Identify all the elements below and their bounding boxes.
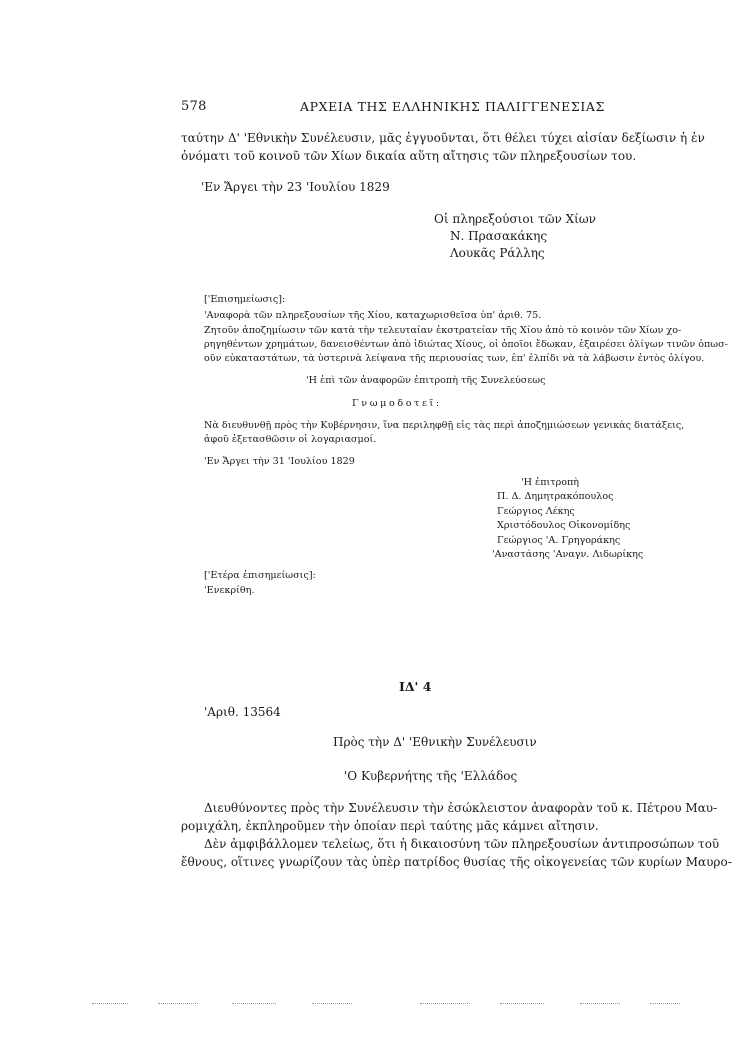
- page-number: 578: [181, 99, 207, 114]
- signatory-name: Λουκᾶς Ράλλης: [450, 246, 545, 260]
- opinion-line: Νὰ διευθυνθῇ πρὸς τὴν Κυβέρνησιν, ἵνα περιληφθῇ εἰς τὰς περὶ ἀποζημιώσεων γενικὰς διατάξεις,: [204, 420, 685, 431]
- notes-line: ρηγηθέντων χρημάτων, δανεισθέντων ἀπὸ ἰδιώτας Χίους, οἱ ὁποῖοι ἔδωκαν, ἐξαιρέσει ὀλίγων τινῶν ὁπωσ-: [204, 339, 728, 350]
- committee-line: 'Η ἐπὶ τῶν ἀναφορῶν ἐπιτροπὴ τῆς Συνελεύσεως: [306, 375, 546, 386]
- other-notes-text: 'Ενεκρίθη.: [204, 585, 255, 596]
- notes-line: 'Αναφορὰ τῶν πληρεξουσίων τῆς Χίου, καταχωρισθεῖσα ὑπ' ἀριθ. 75.: [204, 310, 542, 321]
- sender-line: 'Ο Κυβερνήτης τῆς 'Ελλάδος: [344, 769, 518, 783]
- paragraph-line: Δὲν ἀμφιβάλλομεν τελείως, ὅτι ἡ δικαιοσύνη τῶν πληρεξουσίων ἀντιπροσώπων τοῦ: [204, 837, 720, 851]
- scan-artifact: [158, 1003, 198, 1004]
- scan-artifact: [232, 1003, 276, 1004]
- notes-line: Ζητοῦν ἀποζημίωσιν τῶν κατὰ τὴν τελευταίαν ἐκστρατείαν τῆς Χίου ἀπὸ τὸ κοινὸν τῶν Χίων χο-: [204, 325, 682, 336]
- committee-title: 'Η ἐπιτροπὴ: [521, 477, 580, 488]
- addressee-line: Πρὸς τὴν Δ' 'Εθνικὴν Συνέλευσιν: [333, 735, 537, 749]
- committee-member: Γεώργιος Λέκης: [497, 506, 575, 517]
- committee-member: Π. Δ. Δημητρακόπουλος: [497, 491, 614, 502]
- scan-artifact: [500, 1003, 544, 1004]
- scan-artifact: [420, 1003, 470, 1004]
- committee-member: Γεώργιος 'Α. Γρηγοράκης: [497, 535, 621, 546]
- paragraph-line: ταύτην Δ' 'Εθνικὴν Συνέλευσιν, μᾶς ἐγγυοῦνται, ὅτι θέλει τύχει αἰσίαν δεξίωσιν ἡ ἐν: [181, 131, 705, 145]
- document-heading: ΙΔ' 4: [399, 679, 432, 694]
- paragraph-line: ρομιχάλη, ἐκπληροῦμεν τὴν ὁποίαν περὶ ταύτης μᾶς κάμνει αἴτησιν.: [181, 819, 599, 833]
- signatories-heading: Οἱ πληρεξούσιοι τῶν Χίων: [434, 212, 596, 226]
- committee-member: 'Αναστάσης 'Αναγν. Λιδωρίκης: [492, 549, 644, 560]
- committee-member: Χριστόδουλος Οἰκονομίδης: [497, 520, 631, 531]
- paragraph-line: ἔθνους, οἵτινες γνωρίζουν τὰς ὑπὲρ πατρίδος θυσίας τῆς οἰκογενείας τῶν κυρίων Μαυρο-: [181, 855, 732, 869]
- scan-artifact: [580, 1003, 620, 1004]
- notes-line: οῦν εὐκαταστάτων, τὰ ὑστερινὰ λείψανα τῆς περιουσίας των, ἐπ' ἐλπίδι νὰ τὰ λάβωσιν ἐντὸς ὀλίγου.: [204, 353, 705, 364]
- paragraph-line: ὀνόματι τοῦ κοινοῦ τῶν Χίων δικαία αὕτη αἴτησις τῶν πληρεξουσίων του.: [181, 149, 637, 163]
- signatory-name: Ν. Πρασακάκης: [450, 229, 548, 243]
- running-title: ΑΡΧΕΙΑ ΤΗΣ ΕΛΛΗΝΙΚΗΣ ΠΑΛΙΓΓΕΝΕΣΙΑΣ: [300, 99, 605, 114]
- other-notes-label: ['Ετέρα ἐπισημείωσις]:: [204, 570, 316, 581]
- notes-label: ['Επισημείωσις]:: [204, 294, 286, 305]
- scan-artifact: [312, 1003, 352, 1004]
- paragraph-line: Διευθύνοντες πρὸς τὴν Συνέλευσιν τὴν ἐσώκλειστον ἀναφορὰν τοῦ κ. Πέτρου Μαυ-: [204, 801, 718, 815]
- date-line: 'Εν Ἄργει τὴν 31 'Ιουλίου 1829: [204, 456, 355, 467]
- opinion-word: Γνωμοδοτεῖ:: [352, 398, 442, 409]
- opinion-line: ἀφοῦ ἐξετασθῶσιν οἱ λογαριασμοί.: [204, 434, 377, 445]
- date-line: 'Εν Ἄργει τὴν 23 'Ιουλίου 1829: [201, 180, 390, 194]
- reference-number: 'Αριθ. 13564: [204, 705, 281, 719]
- scan-artifact: [650, 1003, 680, 1004]
- scan-artifact: [92, 1003, 128, 1004]
